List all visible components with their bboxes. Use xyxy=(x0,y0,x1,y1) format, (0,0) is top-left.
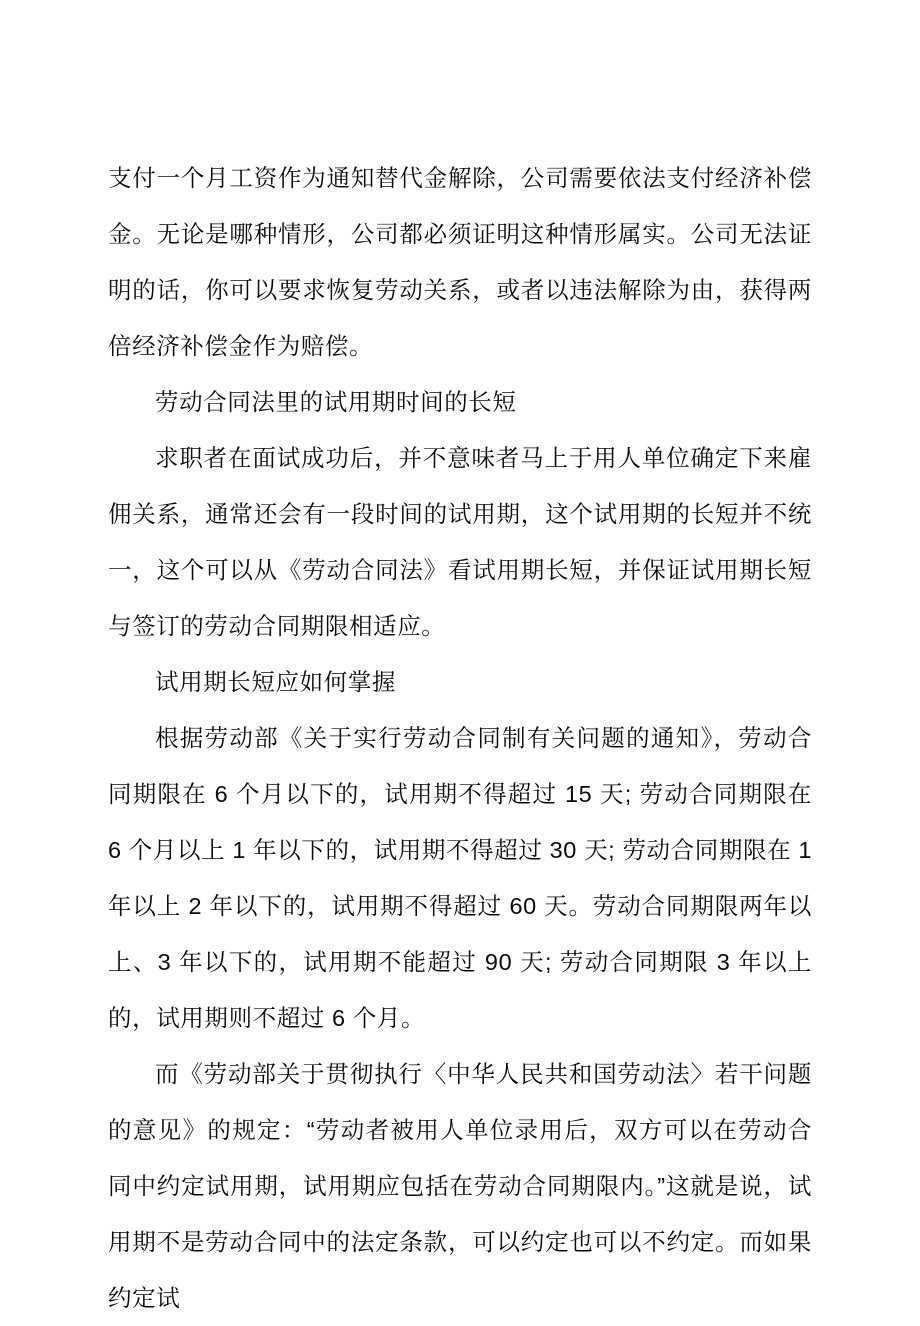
paragraph-3: 求职者在面试成功后，并不意味者马上于用人单位确定下来雇佣关系，通常还会有一段时间的试用期，这个试用期的长短并不统一，这个可以从《劳动合同法》看试用期长短，并保证试用期长短与签订的劳动合同期限相适应。 xyxy=(108,445,812,639)
paragraph-2-heading-probation-length: 劳动合同法里的试用期时间的长短 xyxy=(155,389,517,415)
paragraph-4-heading-how-to-grasp: 试用期长短应如何掌握 xyxy=(155,669,396,695)
document-body xyxy=(108,150,812,1326)
paragraph-6: 而《劳动部关于贯彻执行〈中华人民共和国劳动法〉若干问题的意见》的规定：“劳动者被用人单位录用后，双方可以在劳动合同中约定试用期，试用期应包括在劳动合同期限内。”这就是说，试用期不是劳动合同中的法定条款，可以约定也可以不约定。而如果约定试 xyxy=(108,1061,812,1311)
paragraph-1: 支付一个月工资作为通知替代金解除，公司需要依法支付经济补偿金。无论是哪种情形，公司都必须证明这种情形属实。公司无法证明的话，你可以要求恢复劳动关系，或者以违法解除为由，获得两倍经济补偿金作为赔偿。 xyxy=(108,165,812,359)
paragraph-5: 根据劳动部《关于实行劳动合同制有关问题的通知》，劳动合同期限在 6 个月以下的，试用期不得超过 15 天; 劳动合同期限在 6 个月以上 1 年以下的，试用期不得超过 30 天; 劳动合同期限在 1 年以上 2 年以下的，试用期不得超过 60 天。劳动合同期限两年以上、3 年以下的，试用期不能超过 90 天; 劳动合同期限 3 年以上的，试用期则不超过 6 个月。 xyxy=(108,725,812,1031)
